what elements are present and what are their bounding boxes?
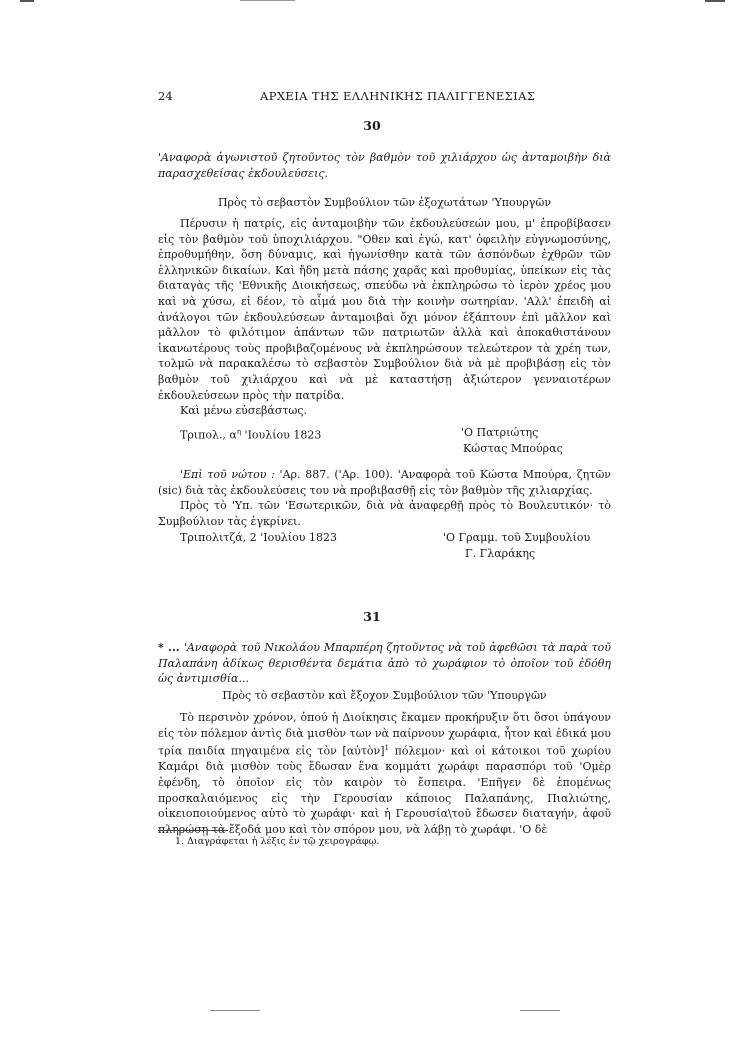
endorsement-block — [158, 467, 611, 529]
running-title: ΑΡΧΕΙΑ ΤΗΣ ΕΛΛΗΝΙΚΗΣ ΠΑΛΙΓΓΕΝΕΣΙΑΣ — [260, 89, 536, 103]
footnote-divider — [158, 830, 228, 831]
signer-title: 'Ο Πατριώτης — [461, 426, 539, 439]
letter-paragraph: Τὸ περσινὸν χρόνον, ὁπού ἡ Διοίκησις ἔκαμεν προκήρυξιν ὅτι ὅσοι ὑπάγουν εἰς τὸν πόλεμον ἀντὶς διὰ μισθὸν των νὰ παίρνουν χωράφια, ἦτον καὶ ἐδικά μου τρία παιδία πηγαιμένα εἰς τὸν [αὐτὸν]$^1$ πόλεμον· καὶ οἱ κάτοικοι τοῦ χωρίου Καμάρι διὰ μισθὸν τοὺς ἔδωσαν ἕνα κομμάτι χωράφι παρασπόρι τοῦ 'Ομὲρ ἐφένδη, τὸ ὁποῖον εἰς τὸν καιρὸν τὸ ἔσπειρα. 'Επῆγεν δὲ ἑπομένως προσκαλαιόμενος εἰς τὴν Γερουσίαν κάποιος Παλαπάνης, Πιαλιώτης, οἰκειοποιούμενος αὐτὸ τὸ χωράφι· καὶ ἡ Γερουσία\τοῦ ἔδωσεν διαταγήν, ἀφοῦ πληρώσῃ τὰ ἔξοδά μου καὶ τὸν σπόρον μου, νὰ λάβῃ τὸ χωράφι. 'Ο δὲ — [158, 711, 612, 836]
letter-body — [158, 710, 611, 837]
closing-formula: Καὶ μένω εὐσεβάστως. — [180, 404, 308, 418]
document-number: 30 — [363, 118, 381, 133]
document-summary: * ... 'Αναφορὰ τοῦ Νικολάου Μπαρπέρη ζητοῦντος νὰ τοῦ ἀφεθῶσι τὰ παρὰ τοῦ Παλαπάνη ἀδίκως θερισθέντα δεμάτια ἀπὸ τὸ χωράφιον τὸ ὁποῖον τοῦ ἐδόθη ὡς ἀντιμισθία... — [158, 641, 611, 686]
footnote-reference: 1 — [384, 744, 389, 753]
date-signature-row — [158, 425, 611, 441]
scan-edge-mark — [20, 0, 34, 2]
addressee-line: Πρὸς τὸ σεβαστὸν καὶ ἔξοχον Συμβούλιον τῶν 'Υπουργῶν — [222, 689, 547, 702]
endorsement-signature-row — [158, 530, 611, 546]
page-number: 24 — [158, 89, 173, 103]
running-header — [158, 89, 608, 105]
scan-edge-mark — [210, 1010, 260, 1011]
scan-edge-mark — [520, 1010, 560, 1011]
endorsement-signer-title: 'Ο Γραμμ. τοῦ Συμβουλίου — [443, 531, 591, 544]
endorsement-paragraph: 'Επὶ τοῦ νώτου : 'Αρ. 887. ('Αρ. 100). 'Αναφορὰ τοῦ Κώστα Μπούρα, ζητῶν (sic) διὰ τὰς ἐκδουλεύσεις του νὰ προβιβασθῇ εἰς τὸν βαθμὸν τῆς χιλιαρχίας. — [158, 468, 611, 497]
footnote: 1. Διαγράφεται ἡ λέξις ἐν τῷ χειρογράφῳ. — [175, 836, 380, 847]
endorsement-note: Πρὸς τὸ 'Υπ. τῶν 'Εσωτερικῶν, διὰ νὰ ἀναφερθῇ πρὸς τὸ Βουλευτικόν· τὸ Συμβούλιον τὰς ἐγκρίνει. — [158, 499, 611, 528]
document-summary: 'Αναφορὰ ἀγωνιστοῦ ζητοῦντος τὸν βαθμὸν τοῦ χιλιάρχου ὡς ἀνταμοιβὴν διὰ παρασχεθείσας ἐκδουλεύσεις. — [158, 151, 611, 180]
scan-edge-mark — [705, 0, 725, 2]
document-number: 31 — [363, 609, 381, 624]
signer-name: Κώστας Μπούρας — [463, 442, 563, 455]
letter-paragraph: Πέρυσιν ἡ πατρίς, εἰς ἀνταμοιβὴν τῶν ἐκδουλεύσεών μου, μ' ἐπροβίβασεν εἰς τὸν βαθμὸν τοῦ ὑποχιλιάρχου. "Οθεν καὶ ἐγώ, κατ' ὀφειλὴν εὐγνωμοσύνης, ἐπροθυμήθην, ὅση δύναμις, καὶ ἠγωνίσθην κατὰ τῶν ἀσπόνδων ἐχθρῶν τῶν ἑλληνικῶν δικαίων. Καὶ ἤδη μετὰ πάσης χαρᾶς καὶ προθυμίας, ὑπείκων εἰς τὰς διαταγὰς τῆς 'Εθνικῆς Διοικήσεως, σπεύδω νὰ ἐκπληρώσω τὸ ἱερὸν χρέος μου καὶ νὰ χύσω, εἰ δέον, τὸ αἷμά μου διὰ τὴν κοινὴν σωτηρίαν. 'Αλλ' ἐπειδὴ αἱ ἀνάλογοι τῶν ἐκδουλεύσεων ἀνταμοιβαὶ ὄχι μόνον ἐξάπτουν ἐπὶ μᾶλλον καὶ μᾶλλον τὸ φιλότιμον ἁπάντων τῶν πατριωτῶν ἀλλὰ καὶ ἀποκαθιστάνουν ἱκανωτέρους τοὺς προβιβαζομένους νὰ ἐκπληρώσουν τελεώτερον τὰ χρέη των, τολμῶ νὰ παρακαλέσω τὸ σεβαστὸν Συμβούλιον διὰ νὰ μὲ προβιβάσῃ εἰς τὸν βαθμὸν τοῦ χιλιάρχου καὶ νὰ μὲ καταστήσῃ ἀξιώτερον γενναιοτέρων ἐκδουλεύσεων πρὸς τὴν πατρίδα. — [158, 217, 611, 402]
letter-body — [158, 216, 611, 419]
addressee-line: Πρὸς τὸ σεβαστὸν Συμβούλιον τῶν ἐξοχωτάτων 'Υπουργῶν — [217, 196, 552, 209]
scan-edge-mark — [240, 0, 295, 1]
place-date: Τριπολ., $\alpha^\eta$ 'Ιουλίου 1823 — [180, 428, 322, 442]
endorsement-label: 'Επὶ τοῦ νώτου : — [180, 468, 275, 481]
endorsement-signer-name: Γ. Γλαράκης — [465, 547, 536, 560]
endorsement-date: Τριπολιτζά, 2 'Ιουλίου 1823 — [180, 531, 337, 544]
